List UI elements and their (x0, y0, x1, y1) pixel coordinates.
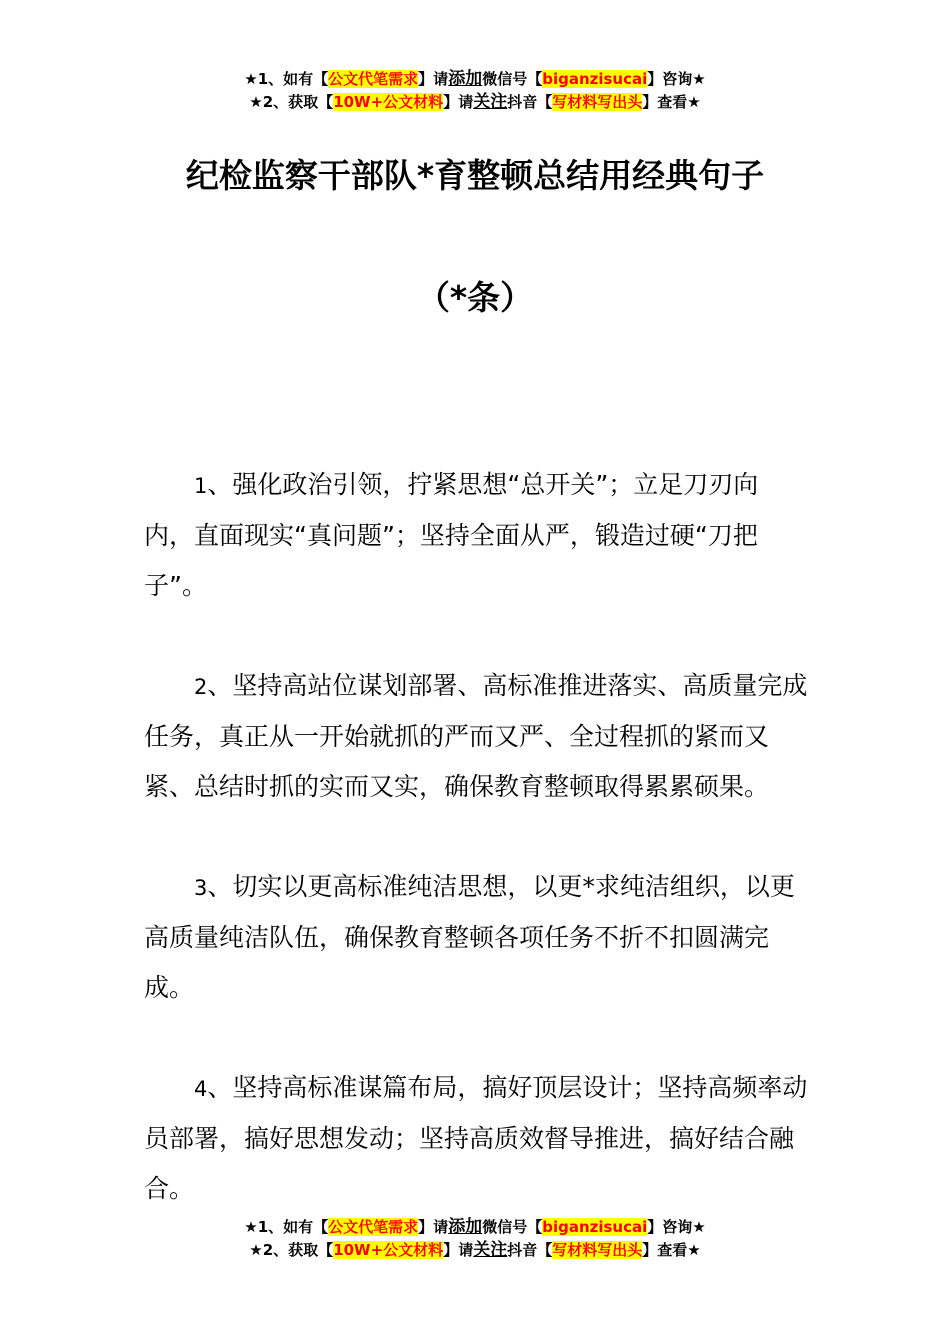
promo-text: ★2、获取【 (249, 1241, 334, 1259)
item-number: 4 (194, 1077, 208, 1101)
promo-emphasis: 关注 (473, 92, 508, 112)
promo-text: 】查看★ (642, 1241, 701, 1259)
promo-text: 微信号【 (482, 1218, 543, 1236)
promo-text: 】咨询★ (647, 1218, 706, 1236)
item-text: 、坚持高标准谋篇布局，搞好顶层设计；坚持高频率动员部署，搞好思想发动；坚持高质效督导推进，搞好结合融合。 (144, 1073, 808, 1203)
document-title: 纪检监察干部队*育整顿总结用经典句子 (185, 156, 765, 195)
promo-highlight: 公文代笔需求 (328, 1218, 419, 1236)
promo-emphasis: 关注 (473, 1240, 508, 1260)
promo-text: 微信号【 (482, 70, 543, 88)
footer-promo-banner (0, 1216, 950, 1262)
item-text: 、坚持高站位谋划部署、高标准推进落实、高质量完成任务，真正从一开始就抓的严而又严、全过程抓的紧而又紧、总结时抓的实而又实，确保教育整顿取得累累硕果。 (144, 671, 808, 801)
paragraph-3 (144, 862, 808, 1013)
promo-text: 】咨询★ (647, 70, 706, 88)
document-subtitle: （*条） (416, 278, 534, 317)
promo-emphasis: 添加 (448, 69, 483, 89)
promo-highlight: 10W+公文材料 (333, 93, 444, 111)
promo-line-1 (0, 68, 950, 91)
promo-line-2 (0, 1239, 950, 1262)
promo-text: 】查看★ (642, 93, 701, 111)
document-body (144, 460, 808, 1264)
item-number: 1 (194, 474, 208, 498)
promo-line-1 (0, 1216, 950, 1239)
paragraph-2 (144, 661, 808, 812)
promo-text: ★1、如有【 (244, 1218, 329, 1236)
promo-text: 】请 (443, 1241, 474, 1259)
promo-text: 抖音【 (507, 93, 553, 111)
item-text: 、强化政治引领，拧紧思想“总开关”；立足刀刃向内，直面现实“真问题”；坚持全面从严，锻造过硬“刀把子”。 (144, 470, 759, 600)
promo-highlight: 写材料写出头 (552, 1241, 643, 1259)
item-number: 3 (194, 876, 208, 900)
promo-highlight: biganzisucai (542, 1218, 648, 1236)
promo-emphasis: 添加 (448, 1217, 483, 1237)
item-number: 2 (194, 675, 208, 699)
promo-line-2 (0, 91, 950, 114)
promo-text: 】请 (418, 70, 449, 88)
promo-highlight: 10W+公文材料 (333, 1241, 444, 1259)
promo-highlight: biganzisucai (542, 70, 648, 88)
paragraph-1 (144, 460, 808, 611)
promo-highlight: 公文代笔需求 (328, 70, 419, 88)
paragraph-4 (144, 1063, 808, 1214)
promo-text: 】请 (418, 1218, 449, 1236)
promo-text: ★1、如有【 (244, 70, 329, 88)
promo-text: 】请 (443, 93, 474, 111)
header-promo-banner (0, 68, 950, 114)
item-text: 、切实以更高标准纯洁思想，以更*求纯洁组织，以更高质量纯洁队伍，确保教育整顿各项任务不折不扣圆满完成。 (144, 872, 795, 1002)
promo-text: ★2、获取【 (249, 93, 334, 111)
promo-highlight: 写材料写出头 (552, 93, 643, 111)
promo-text: 抖音【 (507, 1241, 553, 1259)
